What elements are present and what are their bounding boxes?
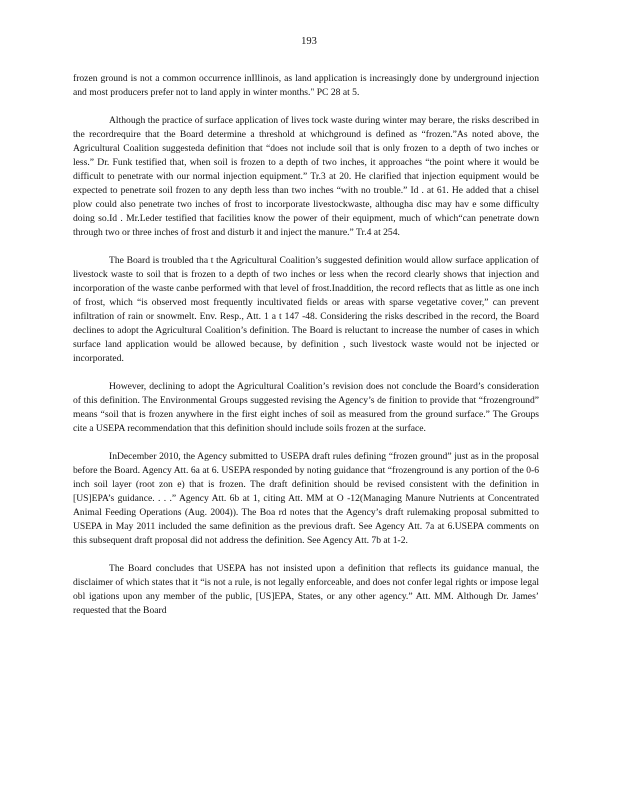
document-body xyxy=(73,72,539,632)
paragraph-board-concludes: The Board concludes that USEPA has not insisted upon a definition that reflects its guidance manual, the disclaimer of which states that it “is not a rule, is not legally enforceable, and does not confer legal rights or impose legal obl igations upon any member of the public, [US]EPA, States, or any other agency.” Att. MM. Although Dr. James’ requested that the Board xyxy=(73,563,539,616)
paragraph-environmental-groups: However, declining to adopt the Agricultural Coalition’s revision does not conclude the Board’s consideration of this definition. The Environmental Groups suggested revising the Agency’s de finition to provide that “frozenground” means “soil that is frozen anywhere in the first eight inches of soil as measured from the ground surface.” The Groups cite a USEPA recommendation that this definition should include soils frozen at the surface. xyxy=(73,381,539,434)
paragraph-board-troubled: The Board is troubled tha t the Agricultural Coalition’s suggested definition would allow surface application of livestock waste to soil that is frozen to a depth of two inches or less when the record clearly shows that injection and incorporation of the waste canbe performed with that level of frost.Inaddition, the record reflects that as little as one inch of frost, which “is observed most frequently incultivated fields or areas with sparse vegetative cover,” can prevent infiltration of rain or snowmelt. Env. Resp., Att. 1 a t 147 -48. Considering the risks described in the record, the Board declines to adopt the Agricultural Coalition’s definition. The Board is reluctant to increase the number of cases in which surface land application would be allowed because, by definition , such livestock waste would not be injected or incorporated. xyxy=(73,255,539,364)
paragraph-december-2010: InDecember 2010, the Agency submitted to USEPA draft rules defining “frozen ground” just as in the proposal before the Board. Agency Att. 6a at 6. USEPA responded by noting guidance that “frozenground is any portion of the 0-6 inch soil layer (root zon e) that is frozen. The draft definition should be revised consistent with the definition in [US]EPA’s guidance. . . .” Agency Att. 6b at 1, citing Att. MM at O -12(Managing Manure Nutrients at Concentrated Animal Feeding Operations (Aug. 2004)). The Boa rd notes that the Agency’s draft rulemaking proposal submitted to USEPA in May 2011 included the same definition as the previous draft. See Agency Att. 7a at 6.USEPA comments on this subsequent draft proposal did not address the definition. See Agency Att. 7b at 1-2. xyxy=(73,451,539,546)
paragraph-frozen-threshold: Although the practice of surface application of lives tock waste during winter may berare, the risks described in the recordrequire that the Board determine a threshold at whichground is defined as “frozen.”As noted above, the Agricultural Coalition suggesteda definition that “does not include soil that is only frozen to a depth of two inches or less.” Dr. Funk testified that, when soil is frozen to a depth of two inches, it approaches “the point where it would be difficult to penetrate with our normal injection equipment.” Tr.3 at 20. He clarified that injection equipment would be expected to penetrate soil frozen to any depth less than two inches “with no trouble.” Id . at 61. He added that a chisel plow could also penetrate two inches of frost to incorporate livestockwaste, althougha disc may hav e some difficulty doing so.Id . Mr.Leder testified that facilities know the power of their equipment, much of which“can penetrate down through two or three inches of frost and disturb it and inject the manure.” Tr.4 at 254. xyxy=(73,115,539,238)
paragraph-continuation: frozen ground is not a common occurrence inIllinois, as land application is increasingly done by underground injection and most producers prefer not to land apply in winter months." PC 28 at 5. xyxy=(73,73,539,98)
page-number: 193 xyxy=(301,36,317,47)
